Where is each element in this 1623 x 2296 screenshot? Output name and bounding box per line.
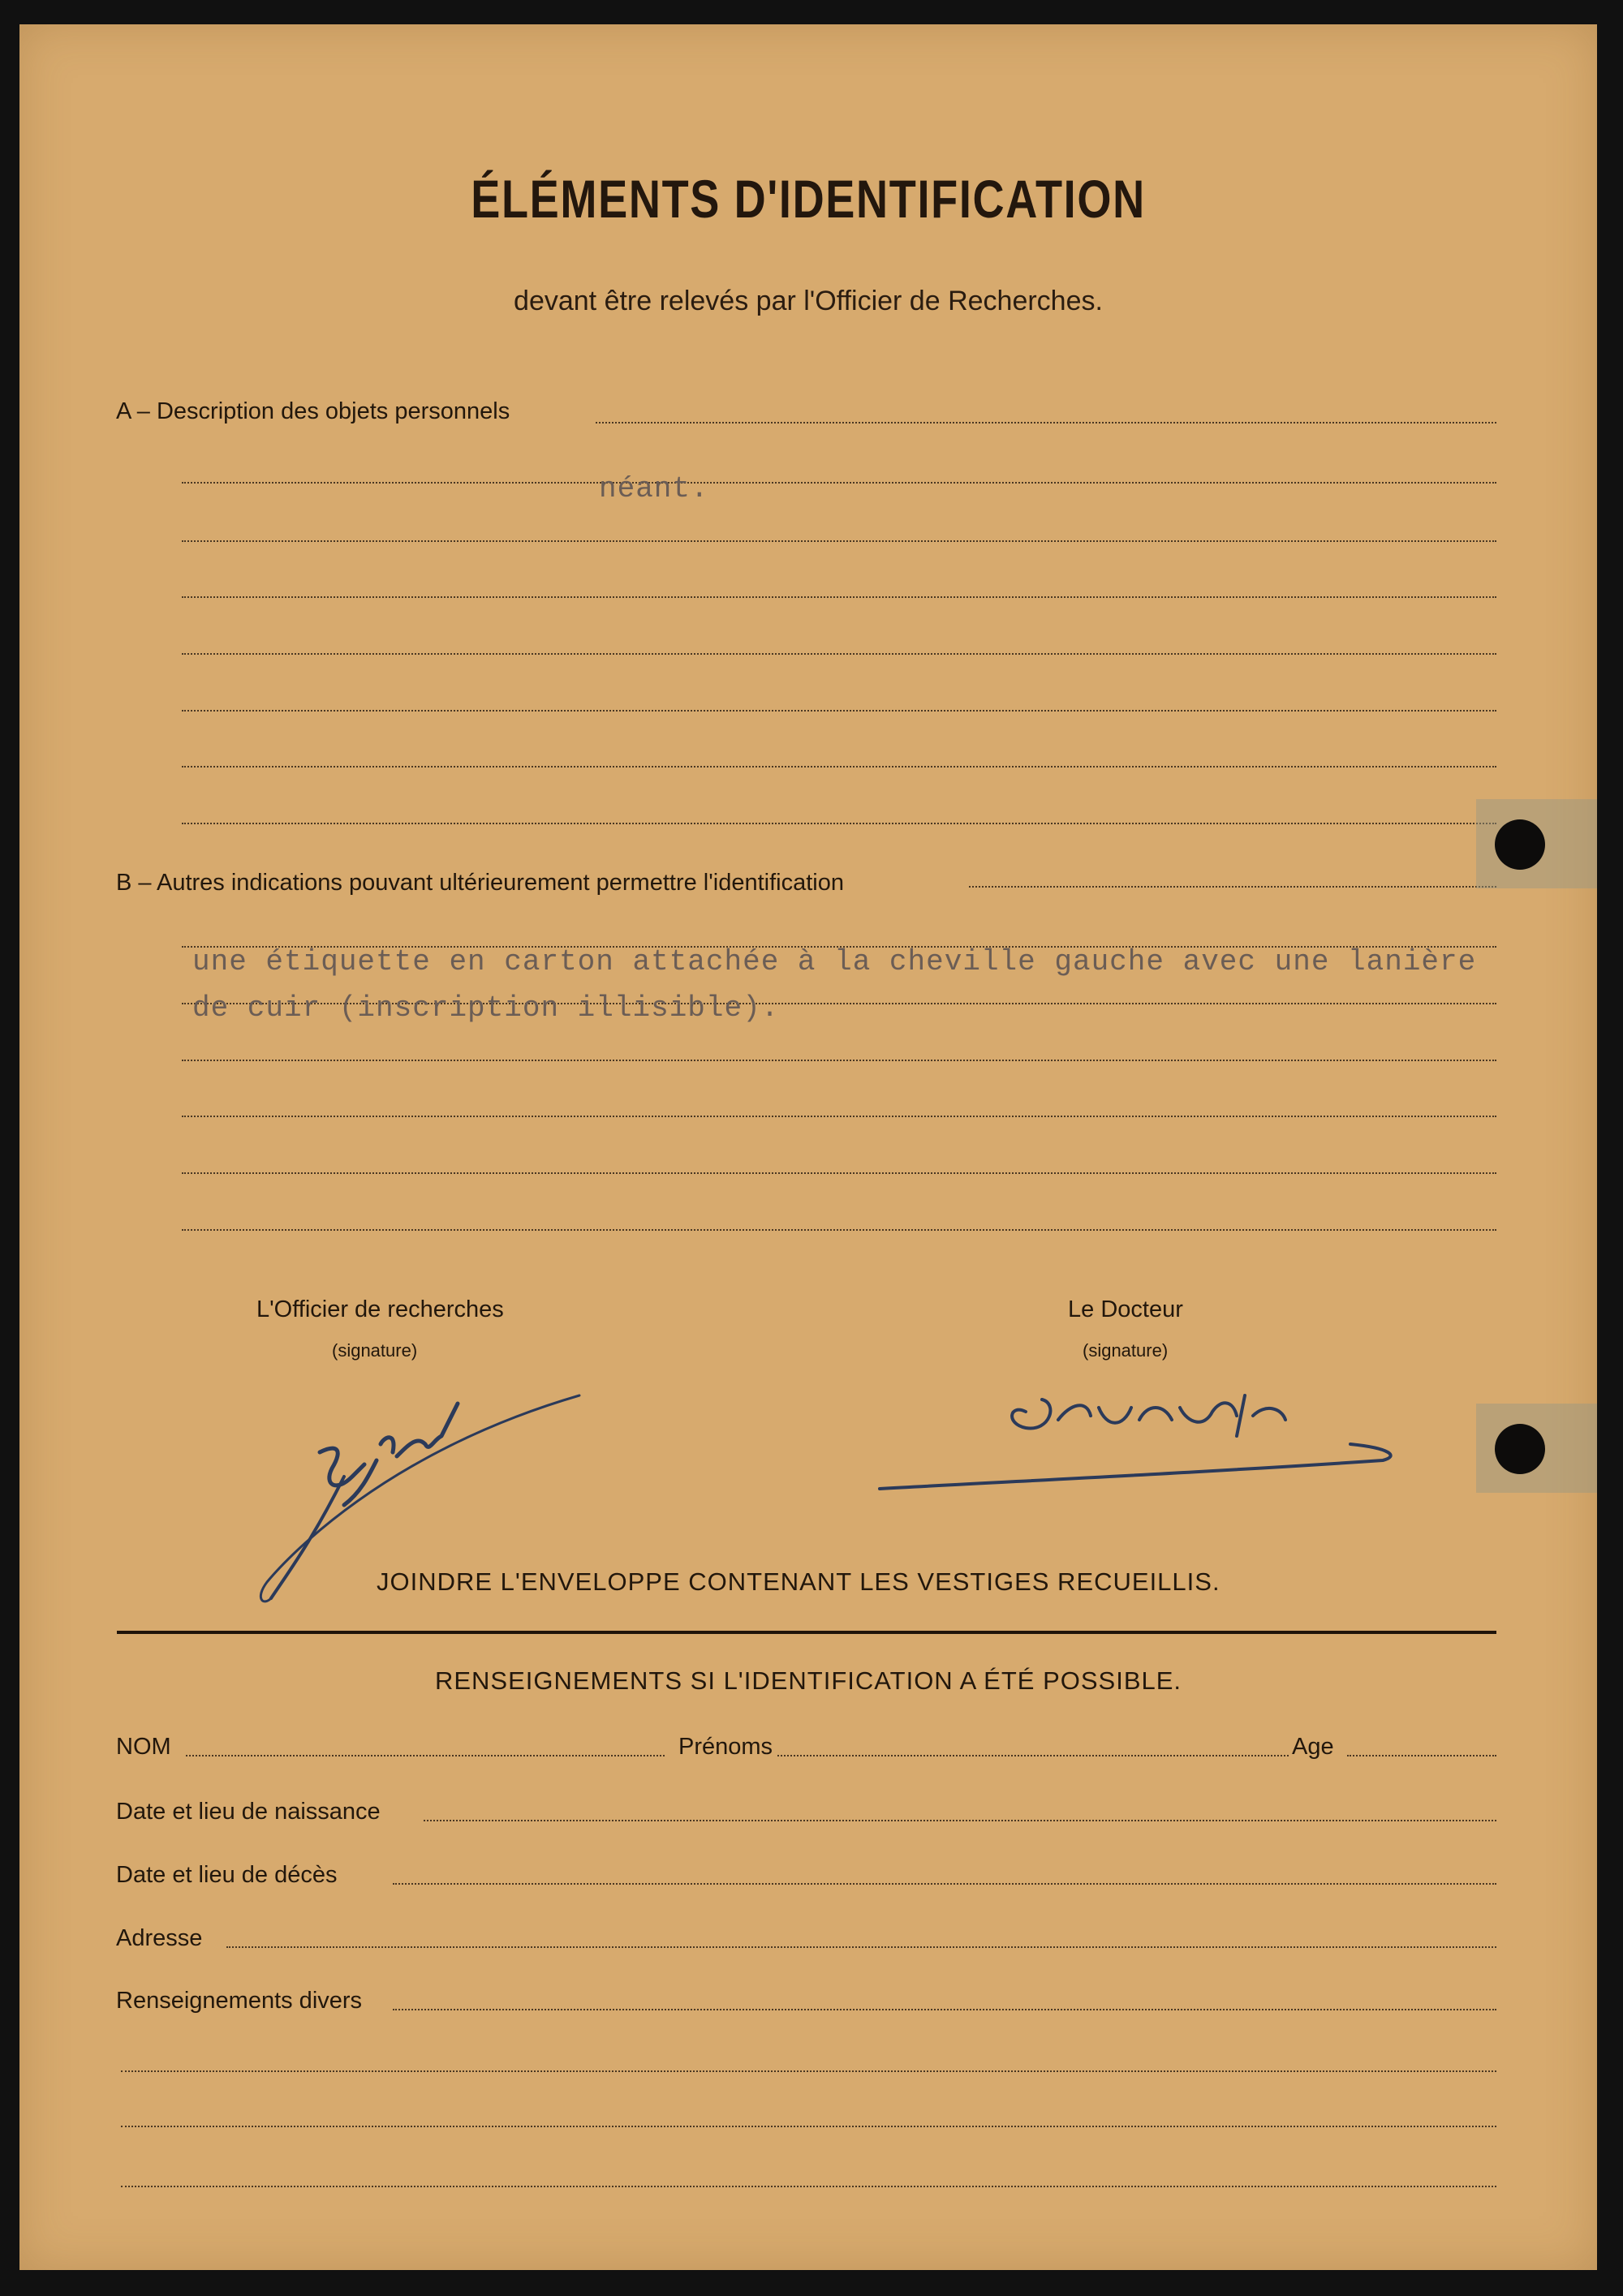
doctor-signature-note: (signature) [1083,1340,1169,1361]
nom-label: NOM [116,1734,171,1760]
form-title: ÉLÉMENTS D'IDENTIFICATION [471,169,1146,229]
divers-field-line-2[interactable] [121,2070,1496,2072]
officer-title: L'Officier de recherches [256,1296,504,1322]
section-a-line-7 [182,766,1496,767]
age-field[interactable] [1347,1755,1496,1756]
section-a-entry: néant. [599,472,709,505]
divers-field-line-4[interactable] [121,2186,1496,2187]
doctor-title: Le Docteur [1068,1296,1183,1322]
doctor-signature [863,1371,1415,1501]
officer-signature-note: (signature) [332,1340,418,1361]
section-b-line-1 [969,886,1496,888]
form-page [19,24,1597,2270]
section-b-line-4 [182,1060,1496,1061]
form-subtitle: devant être relevés par l'Officier de Recherches. [514,286,1103,316]
divers-field-line-1[interactable] [393,2009,1496,2010]
section-a-line-1 [596,422,1496,424]
deces-label: Date et lieu de décès [116,1862,338,1888]
section-b-line-6 [182,1172,1496,1174]
section-b-line-7 [182,1229,1496,1231]
section-divider [117,1631,1496,1634]
punch-hole [1495,1424,1545,1474]
section-a-line-6 [182,710,1496,712]
divers-label: Renseignements divers [116,1988,363,2014]
nom-field[interactable] [186,1755,665,1756]
section-b-entry-line-2: de cuir (inscription illisible). [192,991,780,1025]
deces-field[interactable] [393,1883,1496,1885]
section-b-line-5 [182,1116,1496,1117]
divers-field-line-3[interactable] [121,2126,1496,2127]
envelope-instruction: JOINDRE L'ENVELOPPE CONTENANT LES VESTIGES RECUEILLIS. [377,1567,1220,1596]
section-a-line-5 [182,653,1496,655]
prenoms-label: Prénoms [678,1734,773,1760]
naissance-label: Date et lieu de naissance [116,1799,381,1825]
section-a-label: A – Description des objets personnels [116,398,510,424]
age-label: Age [1292,1734,1334,1760]
section-a-line-8 [182,823,1496,824]
section-b-label: B – Autres indications pouvant ultérieurement permettre l'identification [116,870,844,896]
prenoms-field[interactable] [777,1755,1289,1756]
punch-hole [1495,819,1545,870]
adresse-label: Adresse [116,1925,203,1951]
section-a-line-2 [182,482,1496,484]
section-a-line-4 [182,596,1496,598]
section-b-entry-line-1: une étiquette en carton attachée à la cheville gauche avec une lanière [192,945,1477,978]
identification-heading: RENSEIGNEMENTS SI L'IDENTIFICATION A ÉTÉ POSSIBLE. [434,1666,1182,1695]
adresse-field[interactable] [226,1946,1496,1948]
section-a-line-3 [182,540,1496,542]
naissance-field[interactable] [424,1820,1496,1821]
